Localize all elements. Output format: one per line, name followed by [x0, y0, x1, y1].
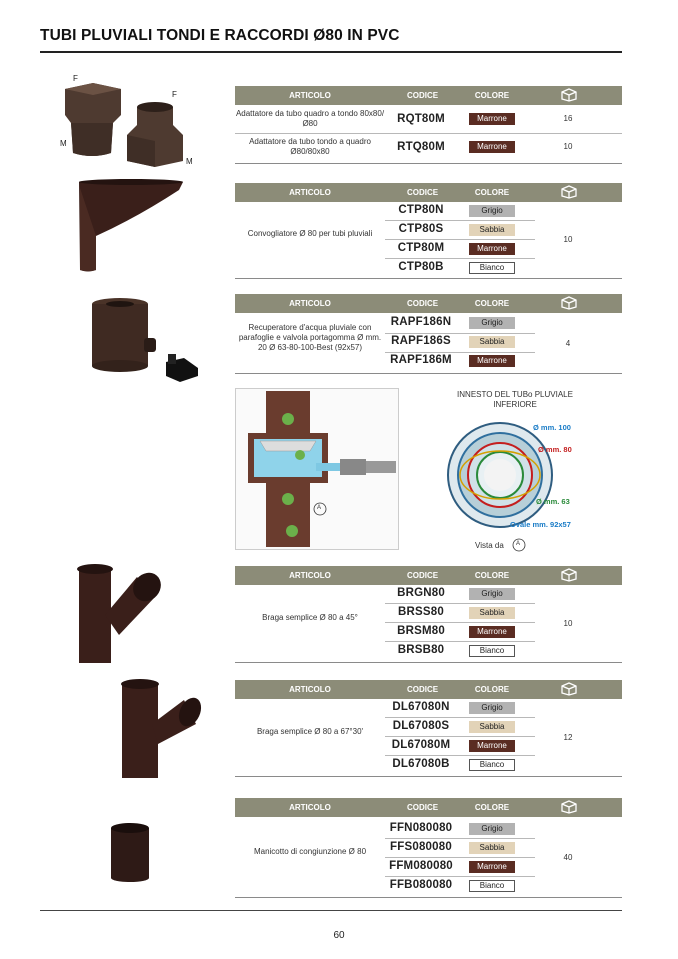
row-qty: 10: [563, 619, 573, 628]
row-qty: 12: [563, 733, 573, 742]
row-code: FFB080080: [389, 879, 453, 891]
row-code: RAPF186M: [390, 354, 452, 366]
row-description: Braga semplice Ø 80 a 67°30': [256, 727, 364, 736]
box-icon: [560, 88, 578, 104]
table-header: [235, 86, 622, 105]
color-chip: Sabbia: [469, 721, 515, 733]
row-separator: [385, 755, 535, 756]
row-separator: [235, 133, 622, 134]
row-description: Convogliatore Ø 80 per tubi pluviali: [247, 229, 373, 238]
header-codice: CODICE: [406, 299, 439, 308]
row-separator: [385, 717, 535, 718]
row-code: RAPF186N: [390, 316, 452, 328]
row-separator: [385, 239, 535, 240]
header-codice: CODICE: [406, 188, 439, 197]
row-qty: 10: [563, 235, 573, 244]
funnel-product-image: [76, 178, 191, 276]
row-qty: 40: [563, 853, 573, 862]
color-chip: Marrone: [469, 141, 515, 153]
color-chip: Grigio: [469, 702, 515, 714]
label-view: Vista da: [475, 541, 504, 550]
color-chip: Marrone: [469, 740, 515, 752]
label-oval: Ovale mm. 92x57: [510, 520, 571, 529]
row-description: Braga semplice Ø 80 a 45°: [262, 613, 358, 622]
row-code: DL67080B: [392, 758, 450, 770]
coupling-image: [108, 822, 152, 884]
label-d80: Ø mm. 80: [538, 445, 572, 454]
table-header: [235, 566, 622, 585]
diagram-heading: INNESTO DEL TUBo PLUVIALE INFERIORE: [457, 390, 573, 409]
row-separator: [385, 352, 535, 353]
page-title: TUBI PLUVIALI TONDI E RACCORDI Ø80 IN PVC: [40, 27, 400, 44]
row-code: BRSS80: [398, 606, 444, 618]
title-rule: [40, 51, 622, 53]
page-number: 60: [333, 930, 345, 941]
header-articolo: ARTICOLO: [289, 803, 331, 812]
header-colore: COLORE: [474, 299, 510, 308]
color-chip: Grigio: [469, 823, 515, 835]
header-colore: COLORE: [474, 91, 510, 100]
row-code: BRSM80: [397, 625, 445, 637]
header-codice: CODICE: [406, 803, 439, 812]
marker-a-label: A: [516, 541, 521, 547]
row-code: RAPF186S: [391, 335, 451, 347]
color-chip: Sabbia: [469, 607, 515, 619]
rainwater-collector-image: [88, 296, 208, 384]
row-code: CTP80N: [398, 204, 444, 216]
label-f-right: F: [172, 90, 177, 99]
marker-a: A: [317, 505, 322, 511]
color-chip: Bianco: [469, 262, 515, 274]
table-braga-67: [235, 680, 622, 777]
row-qty: 4: [565, 339, 571, 348]
table-header: [235, 680, 622, 699]
table-manicotto: [235, 798, 622, 898]
header-articolo: ARTICOLO: [289, 685, 331, 694]
row-code: BRGN80: [397, 587, 445, 599]
row-separator: [385, 876, 535, 877]
color-chip: Bianco: [469, 759, 515, 771]
header-codice: CODICE: [406, 685, 439, 694]
table-convogliatore: [235, 183, 622, 279]
table-body: [235, 699, 622, 777]
color-chip: Marrone: [469, 355, 515, 367]
row-separator: [385, 220, 535, 221]
color-chip: Grigio: [469, 588, 515, 600]
label-m-right: M: [186, 157, 193, 166]
row-separator: [385, 603, 535, 604]
row-code: CTP80S: [398, 223, 444, 235]
label-f-left: F: [73, 74, 78, 83]
row-code: CTP80B: [398, 261, 444, 273]
table-adapters: [235, 86, 622, 164]
color-chip: Sabbia: [469, 336, 515, 348]
row-qty: 10: [563, 142, 573, 151]
color-chip: Bianco: [469, 645, 515, 657]
row-separator: [385, 641, 535, 642]
header-colore: COLORE: [474, 685, 510, 694]
table-header: [235, 183, 622, 202]
box-icon: [560, 296, 578, 312]
row-description: Manicotto di congiunzione Ø 80: [253, 847, 367, 856]
row-code: DL67080N: [392, 701, 450, 713]
row-separator: [385, 622, 535, 623]
row-qty: 16: [563, 114, 573, 123]
header-colore: COLORE: [474, 803, 510, 812]
table-body: [235, 313, 622, 374]
header-articolo: ARTICOLO: [289, 299, 331, 308]
row-code: RTQ80M: [397, 141, 445, 153]
table-header: [235, 798, 622, 817]
table-body: [235, 585, 622, 663]
label-d100: Ø mm. 100: [533, 423, 571, 432]
row-separator: [385, 736, 535, 737]
row-description: Adattatore da tubo tondo a quadro Ø80/80x80: [249, 137, 371, 156]
table-body: [235, 202, 622, 279]
branch-45-image: [75, 563, 165, 667]
row-code: CTP80M: [397, 242, 445, 254]
table-header: [235, 294, 622, 313]
color-chip: Grigio: [469, 205, 515, 217]
header-articolo: ARTICOLO: [289, 91, 331, 100]
box-icon: [560, 185, 578, 201]
row-code: RQT80M: [397, 113, 445, 125]
header-colore: COLORE: [474, 571, 510, 580]
box-icon: [560, 800, 578, 816]
table-recuperatore: [235, 294, 622, 374]
color-chip: Sabbia: [469, 224, 515, 236]
color-chip: Bianco: [469, 880, 515, 892]
adapter-products-image: [55, 75, 205, 170]
row-description: Recuperatore d'acqua pluviale con parafoglie e valvola portagomma Ø mm. 20 Ø 63-80-100-Best (92x57): [238, 323, 382, 352]
row-separator: [385, 838, 535, 839]
table-body: [235, 817, 622, 898]
table-braga-45: [235, 566, 622, 663]
header-codice: CODICE: [406, 91, 439, 100]
color-chip: Marrone: [469, 626, 515, 638]
box-icon: [560, 682, 578, 698]
color-chip: Marrone: [469, 861, 515, 873]
header-articolo: ARTICOLO: [289, 188, 331, 197]
table-body: [235, 105, 622, 164]
connection-rings-diagram: [440, 415, 560, 535]
row-code: BRSB80: [397, 644, 445, 656]
color-chip: Marrone: [469, 113, 515, 125]
row-separator: [385, 857, 535, 858]
row-code: DL67080M: [391, 739, 451, 751]
row-separator: [385, 258, 535, 259]
header-colore: COLORE: [474, 188, 510, 197]
label-m-left: M: [60, 139, 67, 148]
row-separator: [385, 333, 535, 334]
row-code: FFN080080: [389, 822, 453, 834]
box-icon: [560, 568, 578, 584]
row-description: Adattatore da tubo quadro a tondo 80x80/Ø80: [235, 109, 385, 128]
color-chip: Sabbia: [469, 842, 515, 854]
header-codice: CODICE: [406, 571, 439, 580]
header-articolo: ARTICOLO: [289, 571, 331, 580]
branch-67-image: [118, 678, 208, 782]
row-code: FFM080080: [389, 860, 453, 872]
color-chip: Grigio: [469, 317, 515, 329]
label-d63: Ø mm. 63: [536, 497, 570, 506]
row-code: FFS080080: [390, 841, 452, 853]
color-chip: Marrone: [469, 243, 515, 255]
collector-cutaway-diagram: [235, 388, 399, 550]
footer-rule: [40, 910, 622, 911]
row-code: DL67080S: [392, 720, 450, 732]
